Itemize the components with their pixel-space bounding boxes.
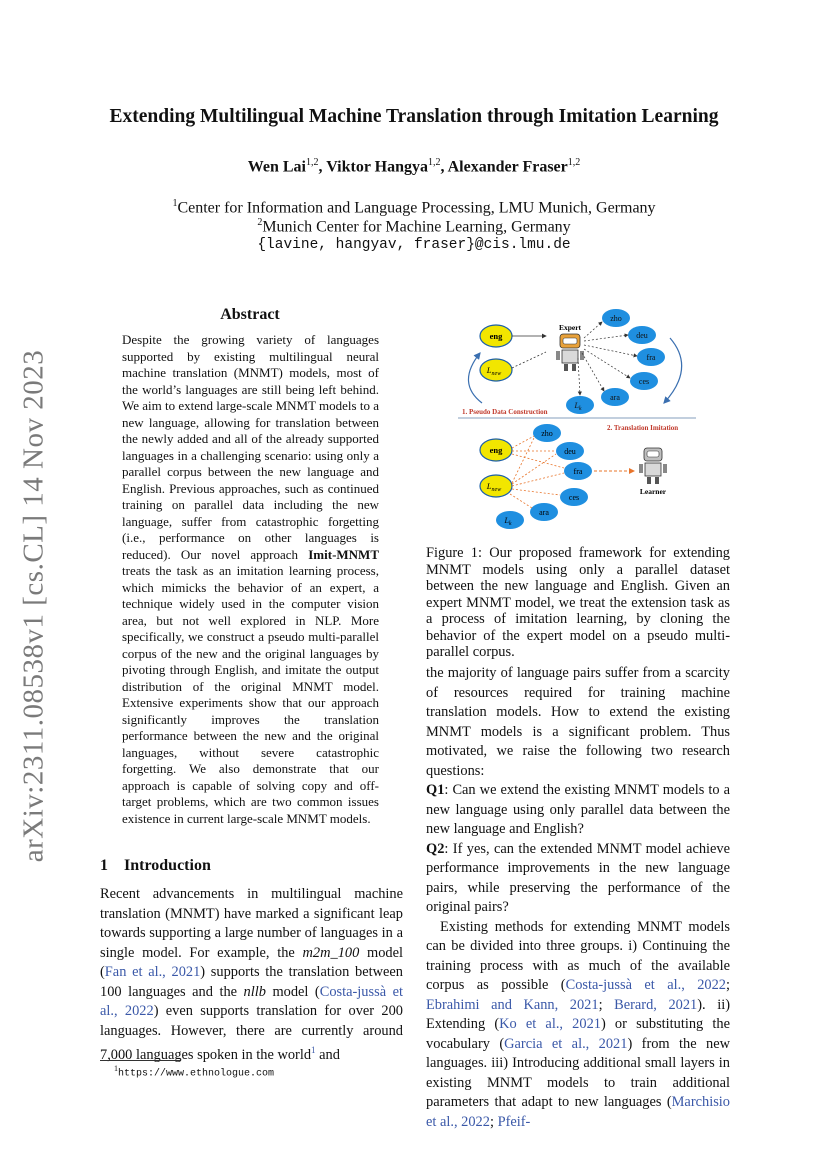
author-emails: {lavine, hangyav, fraser}@cis.lmu.de xyxy=(257,237,571,253)
cycle-arrow-right xyxy=(664,338,682,403)
research-question-2 xyxy=(426,840,730,918)
abstract-heading: Abstract xyxy=(220,306,280,323)
body-text: ) supports the translation between 100 languages and the xyxy=(100,964,403,1000)
intro-paragraph xyxy=(100,885,403,1065)
body-paragraph: the majority of language pairs suffer from a scarcity of resources required for training machine translation models. How to extend the existing MNMT models is a significant problem. Thus motivated, we raise the following two research questions: xyxy=(426,665,730,779)
body-text: and xyxy=(315,1046,340,1063)
author-separator: , xyxy=(318,158,327,176)
affiliation-mark: 2 xyxy=(257,217,263,228)
citation-link[interactable]: Garcia et al., 2021 xyxy=(504,1035,628,1052)
lang-label: ces xyxy=(638,377,650,386)
footnote-divider xyxy=(100,1060,180,1061)
affiliation-1 xyxy=(0,198,828,217)
author-affil-mark: 1,2 xyxy=(567,157,581,168)
body-text: model ( xyxy=(100,944,403,980)
citation-link[interactable]: Costa-jussà et al., 2022 xyxy=(100,983,403,1019)
new-language-node-bottom xyxy=(480,475,512,497)
affiliation-text: Munich Center for Machine Learning, Germany xyxy=(262,218,571,236)
body-paragraph xyxy=(426,918,730,1133)
footnote-url[interactable]: https://www.ethnologue.com xyxy=(118,1068,275,1080)
abstract-text: Despite the growing variety of languages supported by existing multilingual neural machine translation (MNMT) models, most of the world’s languages are still being left behind. We aim to extend large-scale MNMT models to a new language, allowing for translation between the newly added and all of the already supported languages in a challenging scenario: using only a parallel corpus between the new language and English. Previous approaches, such as continued training on parallel data including the new language, suffer from catastrophic forgetting (i.e., performance on other languages is reduced). Our novel approach xyxy=(122,332,379,562)
body-text: ; xyxy=(598,996,615,1013)
cycle-arrow-left xyxy=(468,353,482,403)
right-column-body xyxy=(426,664,730,1132)
lang-label: zho xyxy=(541,429,553,438)
model-name: nllb xyxy=(243,983,266,1000)
lang-label: fra xyxy=(646,353,656,362)
new-to-expert-arrow xyxy=(512,352,546,368)
body-text: ). ii) Extending ( xyxy=(426,996,730,1032)
new-language-subscript: new xyxy=(491,487,502,493)
body-text: Existing methods for extending MNMT models can be divided into three groups. i) Continuing the training process with as much of the available corpus as possible ( xyxy=(426,918,730,993)
author-name: Viktor Hangya xyxy=(326,158,428,176)
new-language-subscript: new xyxy=(491,371,502,377)
citation-link[interactable]: Ko et al., 2021 xyxy=(499,1016,601,1032)
section-number: 1 xyxy=(100,857,108,874)
abstract-text: treats the task as an imitation learning process, which mimicks the behavior of an expert, a technique widely used in the computer vision area, but not well explored in NLP. More specifically, we construct a pseudo multi-parallel corpus of the new and the original languages by pivoting through English, and imitate the output distribution of the original MNMT model. Extensive experiments show that our approach significantly improves the translation performance between the new and the original languages, without severe catastrophic forgetting. We also demonstrate that our approach is capable of solving copy and off-target problems, which are two common issues existence in current large-scale MNMT models. xyxy=(122,563,379,826)
author-separator: , xyxy=(440,158,448,176)
new-language-label: L xyxy=(486,365,492,375)
expert-label: Expert xyxy=(558,323,582,332)
body-text: model ( xyxy=(265,983,320,1000)
author-name: Wen Lai xyxy=(247,158,306,176)
footnote xyxy=(114,1064,274,1079)
author-affil-mark: 1,2 xyxy=(305,157,319,168)
arxiv-id-text: arXiv:2311.08538v1 [cs.CL] 14 Nov 2023 xyxy=(17,349,50,863)
author-name: Alexander Fraser xyxy=(447,158,568,176)
lang-label: zho xyxy=(610,314,622,323)
body-text: ; xyxy=(726,977,730,993)
stage1-label: 1. Pseudo Data Construction xyxy=(462,408,548,416)
body-text: ) or substituting the vocabulary ( xyxy=(426,1016,730,1052)
citation-link[interactable]: Fan et al., 2021 xyxy=(104,964,201,980)
abstract-body xyxy=(122,332,379,827)
affiliation-mark: 1 xyxy=(172,198,178,209)
body-text: ) from the new languages. iii) Introducing additional small layers in existing MNMT models to train additional parameters that adapt to new languages ( xyxy=(426,1035,730,1110)
body-text: ; xyxy=(489,1113,498,1130)
eng-label: eng xyxy=(489,331,503,341)
lang-label: ces xyxy=(568,493,580,502)
method-name: Imit-MNMT xyxy=(308,546,379,562)
new-language-node-top xyxy=(480,359,512,381)
citation-link[interactable]: Marchisio et al., 2022 xyxy=(426,1094,730,1130)
citation-link[interactable]: Pfeif- xyxy=(497,1113,531,1130)
citation-link[interactable]: Costa-jussà et al., 2022 xyxy=(565,977,726,993)
research-question-1 xyxy=(426,781,730,840)
affiliation-2 xyxy=(0,217,828,236)
new-language-label: L xyxy=(486,481,492,491)
learner-label: Learner xyxy=(639,487,667,496)
section-heading xyxy=(100,857,211,875)
lang-label: deu xyxy=(564,447,576,456)
question-label: Q2 xyxy=(426,840,445,857)
citation-link[interactable]: Ebrahimi and Kann, 2021 xyxy=(426,996,599,1013)
caption-label: Figure 1: xyxy=(426,545,483,561)
model-name: m2m_100 xyxy=(302,944,360,961)
k-subscript: k xyxy=(508,521,512,527)
k-label: L xyxy=(574,401,579,410)
stage2-label: 2. Translation Imitation xyxy=(607,424,679,432)
arxiv-sidebar-stamp xyxy=(9,349,59,863)
paper-title: Extending Multilingual Machine Translation through Imitation Learning xyxy=(109,106,719,127)
k-label: L xyxy=(504,516,509,525)
body-text: ) even supports translation for over 200 languages. However, there are currently around 7,000 languages spoken in the world xyxy=(100,1003,403,1063)
lang-label: ara xyxy=(610,393,620,402)
question-text: : Can we extend the existing MNMT models to a new language using only parallel data between the new language and English? xyxy=(426,782,730,837)
body-text: Recent advancements in multilingual machine translation (MNMT) have marked a significant leap towards supporting a large number of languages in a single model. For example, the xyxy=(100,886,403,961)
eng-label: eng xyxy=(489,445,503,455)
learner-robot-icon xyxy=(639,448,667,484)
question-text: : If yes, can the extended MNMT model achieve performance improvements in the new language pairs, while preserving the performance of the original pairs? xyxy=(426,840,730,915)
lang-label: fra xyxy=(573,467,583,476)
framework-figure xyxy=(452,308,702,530)
citation-link[interactable]: Berard, 2021 xyxy=(614,996,698,1013)
k-subscript: k xyxy=(578,406,582,412)
section-title: Introduction xyxy=(124,857,211,874)
lang-label: ara xyxy=(539,508,549,517)
expert-robot-icon xyxy=(556,334,584,371)
lang-label: deu xyxy=(636,331,648,340)
author-list xyxy=(0,157,828,176)
question-label: Q1 xyxy=(426,782,445,798)
affiliation-text: Center for Information and Language Processing, LMU Munich, Germany xyxy=(177,199,656,217)
footnote-mark: 1 xyxy=(114,1064,118,1073)
figure-caption xyxy=(426,545,730,661)
caption-text: Our proposed framework for extending MNMT models using only a parallel dataset between the new language and English. Given an expert MNMT model, we treat the extension task as a process of imitation learning, by cloning the behavior of the expert model on a pseudo multi-parallel corpus. xyxy=(426,545,730,660)
footnote-mark[interactable]: 1 xyxy=(311,1045,316,1055)
author-affil-mark: 1,2 xyxy=(428,157,441,168)
